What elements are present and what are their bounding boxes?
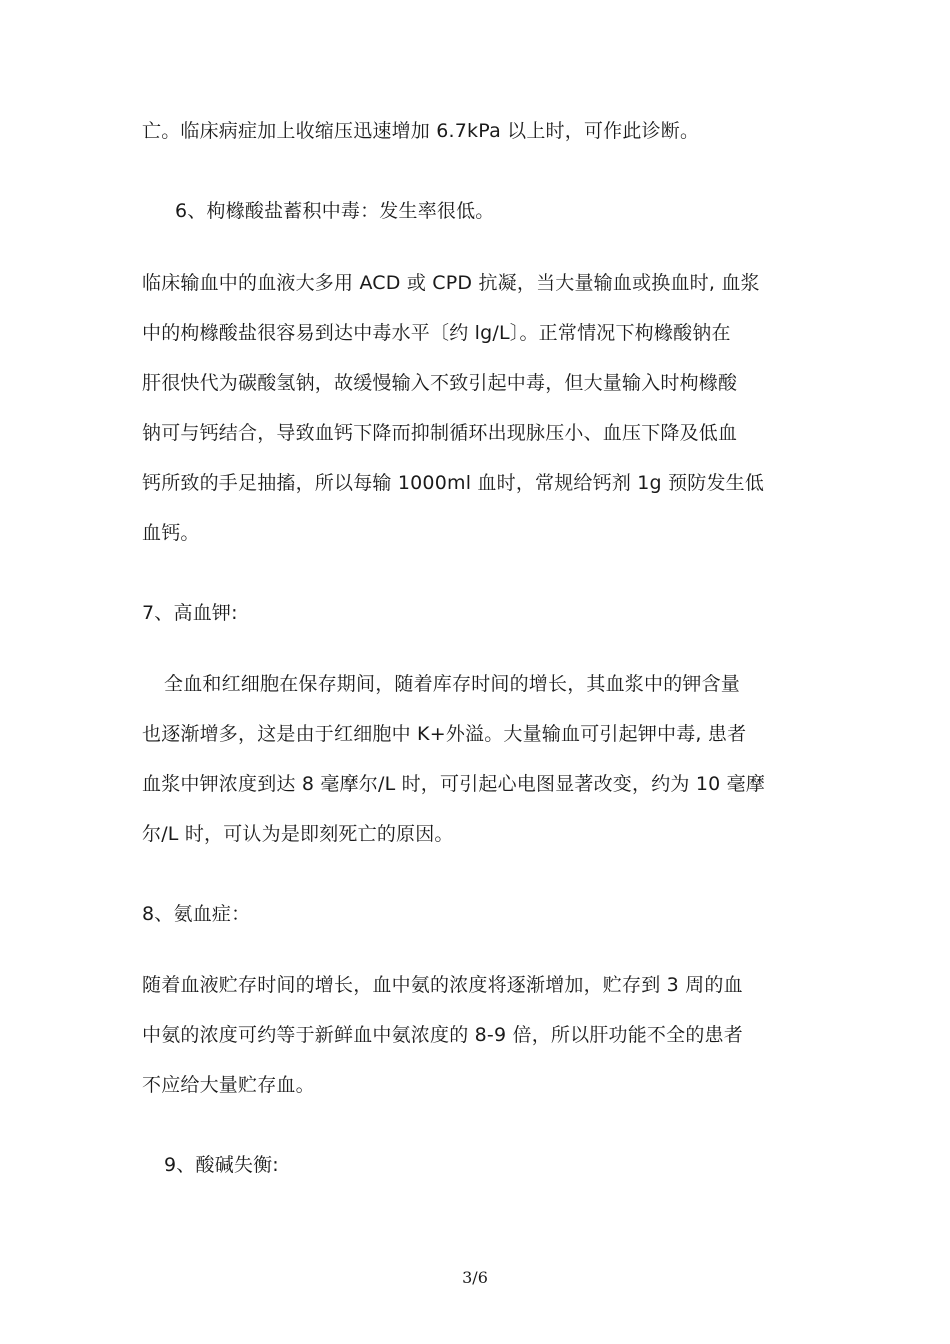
section-heading-9: 9、酸碱失衡: <box>164 1154 279 1176</box>
paragraph-line: 钠可与钙结合，导致血钙下降而抑制循环出现脉压小、血压下降及低血 <box>142 422 738 444</box>
section-heading-6: 6、枸橼酸盐蓄积中毒：发生率很低。 <box>175 200 495 222</box>
page-number: 3/6 <box>462 1268 488 1287</box>
paragraph-line: 也逐渐增多，这是由于红细胞中 K+外溢。大量输血可引起钾中毒, 患者 <box>142 723 747 745</box>
paragraph-line: 中的枸橼酸盐很容易到达中毒水平〔约 lg/L〕。正常情况下枸橼酸钠在 <box>142 322 731 344</box>
section-heading-8: 8、氨血症： <box>142 903 251 925</box>
paragraph-line: 肝很快代为碳酸氢钠，故缓慢输入不致引起中毒，但大量输入时枸橼酸 <box>142 372 738 394</box>
paragraph-line: 中氨的浓度可约等于新鲜血中氨浓度的 8-9 倍，所以肝功能不全的患者 <box>142 1024 743 1046</box>
paragraph-line: 血钙。 <box>142 522 200 544</box>
paragraph-line: 钙所致的手足抽搐，所以每输 1000ml 血时，常规给钙剂 1g 预防发生低 <box>142 472 765 494</box>
paragraph-line: 尔/L 时，可认为是即刻死亡的原因。 <box>142 823 454 845</box>
paragraph-line: 亡。临床病症加上收缩压迅速增加 6.7kPa 以上时，可作此诊断。 <box>142 120 700 142</box>
paragraph-line: 不应给大量贮存血。 <box>142 1074 315 1096</box>
section-heading-7: 7、高血钾: <box>142 602 238 624</box>
paragraph-line: 随着血液贮存时间的增长，血中氨的浓度将逐渐增加，贮存到 3 周的血 <box>142 974 743 996</box>
paragraph-line: 临床输血中的血液大多用 ACD 或 CPD 抗凝，当大量输血或换血时, 血浆 <box>142 272 760 294</box>
paragraph-line: 血浆中钾浓度到达 8 毫摩尔/L 时，可引起心电图显著改变，约为 10 毫摩 <box>142 773 766 795</box>
paragraph-line: 全血和红细胞在保存期间，随着库存时间的增长，其血浆中的钾含量 <box>164 673 741 695</box>
